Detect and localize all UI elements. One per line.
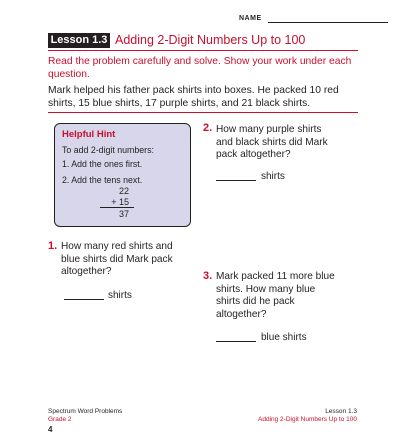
name-label: NAME bbox=[239, 15, 262, 22]
lesson-number-badge: Lesson 1.3 bbox=[48, 33, 110, 48]
lesson-title: Adding 2-Digit Numbers Up to 100 bbox=[115, 33, 306, 47]
hint-sum-line bbox=[100, 207, 134, 208]
hint-sum: 37 bbox=[118, 209, 129, 219]
page-number: 4 bbox=[48, 425, 53, 434]
question-1-answer-line[interactable] bbox=[64, 299, 104, 300]
question-2-number: 2. bbox=[203, 122, 213, 134]
question-3-answer-unit: blue shirts bbox=[261, 332, 307, 343]
question-3-text: Mark packed 11 more blue shirts. How many blue shirts did he pack altogether? bbox=[216, 271, 335, 320]
question-2-answer-unit: shirts bbox=[261, 171, 285, 182]
question-1-text: How many red shirts and blue shirts did Mark pack altogether? bbox=[61, 241, 173, 277]
question-2-text: How many purple shirts and black shirts did Mark pack altogether? bbox=[216, 124, 328, 160]
question-3-number: 3. bbox=[203, 270, 213, 282]
hint-intro: To add 2-digit numbers: bbox=[62, 145, 154, 155]
hint-addend-2: + 15 bbox=[111, 197, 129, 207]
hint-step-1: 1. Add the ones first. bbox=[62, 159, 143, 169]
footer-grade: Grade 2 bbox=[48, 416, 72, 423]
question-1-number: 1. bbox=[48, 240, 58, 252]
hint-addend-1: 22 bbox=[118, 186, 129, 196]
question-3-answer-line[interactable] bbox=[216, 341, 256, 342]
hint-title: Helpful Hint bbox=[62, 129, 116, 140]
footer-lesson-title: Adding 2-Digit Numbers Up to 100 bbox=[258, 416, 357, 423]
footer-lesson: Lesson 1.3 bbox=[325, 408, 357, 415]
instructions-text: Read the problem carefully and solve. Show your work under each question. bbox=[48, 56, 352, 80]
question-2-answer-line[interactable] bbox=[216, 180, 256, 181]
name-field-line[interactable] bbox=[268, 22, 388, 23]
header-divider bbox=[48, 50, 358, 51]
footer-book-title: Spectrum Word Problems bbox=[48, 408, 123, 415]
question-1-answer-unit: shirts bbox=[108, 290, 132, 301]
problem-text: Mark helped his father pack shirts into boxes. He packed 10 red shirts, 15 blue shirts, 17 purple shirts, and 21 black shirts. bbox=[48, 85, 339, 109]
hint-step-2: 2. Add the tens next. bbox=[62, 175, 143, 185]
problem-divider bbox=[48, 112, 358, 113]
